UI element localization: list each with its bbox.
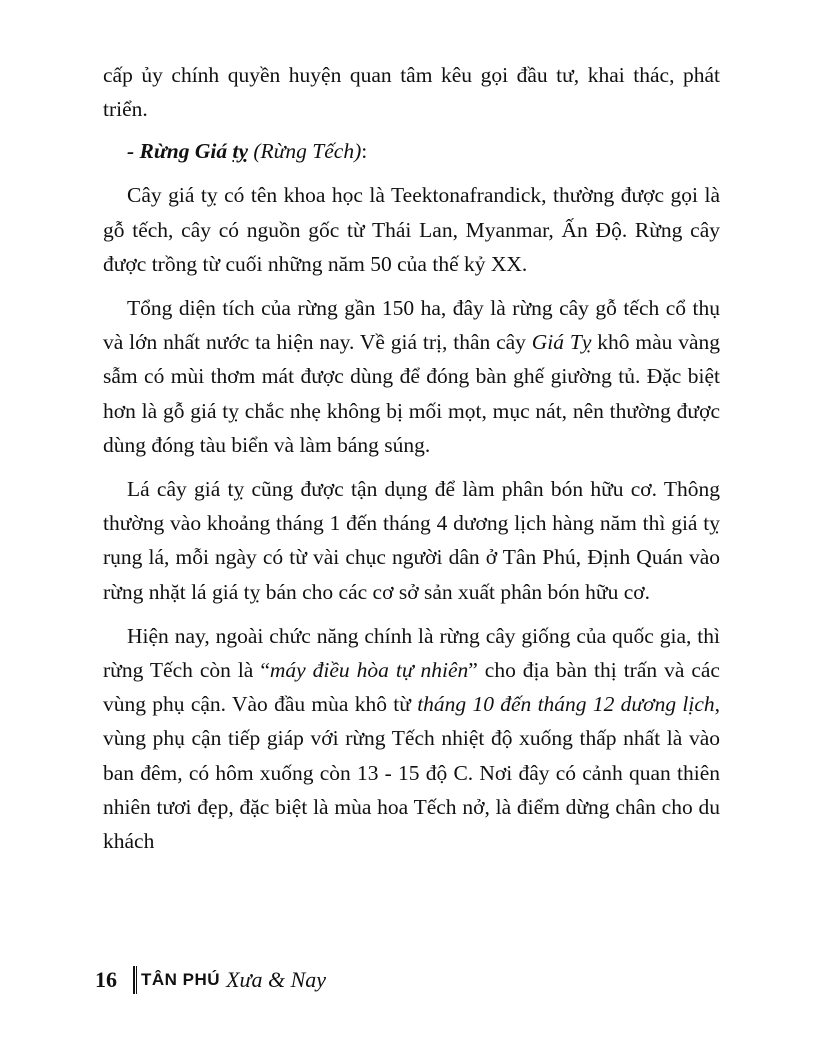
paragraph-climate bbox=[103, 619, 720, 858]
divider-bar bbox=[133, 966, 137, 994]
heading-dash: - bbox=[127, 139, 140, 164]
page-body bbox=[103, 58, 720, 858]
paragraph-area-emphasis: Giá Tỵ bbox=[531, 330, 592, 355]
paragraph-climate-emphasis-1: máy điều hòa tự nhiên bbox=[269, 658, 469, 683]
book-subtitle: Xưa & Nay bbox=[226, 967, 327, 992]
book-title: TÂN PHÚ bbox=[141, 970, 221, 989]
paragraph-area-text-b: khô màu vàng sẫm có mùi thơm mát được dùng để đóng bàn ghế giường tủ. Đặc biệt hơn là gỗ giá tỵ chắc nhẹ không bị mối mọt, mục nát, nên thường được dùng đóng tàu biển và làm báng súng. bbox=[103, 330, 721, 457]
heading-subtitle: (Rừng Tếch) bbox=[248, 139, 362, 164]
paragraph-origin: Cây giá tỵ có tên khoa học là Teektonafrandick, thường được gọi là gỗ tếch, cây có nguồn gốc từ Thái Lan, Myanmar, Ấn Độ. Rừng cây được trồng từ cuối những năm 50 của thế kỷ XX. bbox=[103, 183, 720, 276]
paragraph-climate-text-b: ” cho địa bàn thị trấn và các vùng phụ cận. Vào đầu mùa khô từ bbox=[103, 658, 720, 717]
heading-colon: : bbox=[361, 139, 368, 164]
paragraph-area-text-a: Tổng diện tích của rừng gần 150 ha, đây là rừng cây gỗ tếch cổ thụ và lớn nhất nước ta hiện nay. Về giá trị, thân cây bbox=[103, 296, 720, 355]
paragraph-climate-text-c: , vùng phụ cận tiếp giáp với rừng Tếch nhiệt độ xuống thấp nhất là vào ban đêm, có hôm xuống còn 13 - 15 độ C. Nơi đây có cảnh quan thiên nhiên tươi đẹp, đặc biệt là mùa hoa Tếch nở, là điểm dừng chân cho du khách bbox=[103, 692, 721, 854]
page-footer bbox=[95, 965, 326, 995]
paragraph-leaves: Lá cây giá tỵ cũng được tận dụng để làm phân bón hữu cơ. Thông thường vào khoảng tháng 1 đến tháng 4 dương lịch hàng năm thì giá tỵ rụng lá, mỗi ngày có từ vài chục người dân ở Tân Phú, Định Quán vào rừng nhặt lá giá tỵ bán cho các cơ sở sản xuất phân bón hữu cơ. bbox=[103, 477, 720, 604]
paragraph-climate-text-a: Hiện nay, ngoài chức năng chính là rừng cây giống của quốc gia, thì rừng Tếch còn là “ bbox=[103, 623, 720, 683]
page-number: 16 bbox=[95, 967, 117, 992]
paragraph-area bbox=[103, 291, 720, 462]
section-heading bbox=[103, 134, 720, 168]
paragraph-intro: cấp ủy chính quyền huyện quan tâm kêu gọi đầu tư, khai thác, phát triển. bbox=[103, 63, 720, 122]
heading-title-underlined: tỵ bbox=[232, 139, 249, 164]
heading-title: Rừng Giá bbox=[139, 139, 233, 164]
paragraph-climate-emphasis-2: tháng 10 đến tháng 12 dương lịch bbox=[417, 692, 715, 717]
